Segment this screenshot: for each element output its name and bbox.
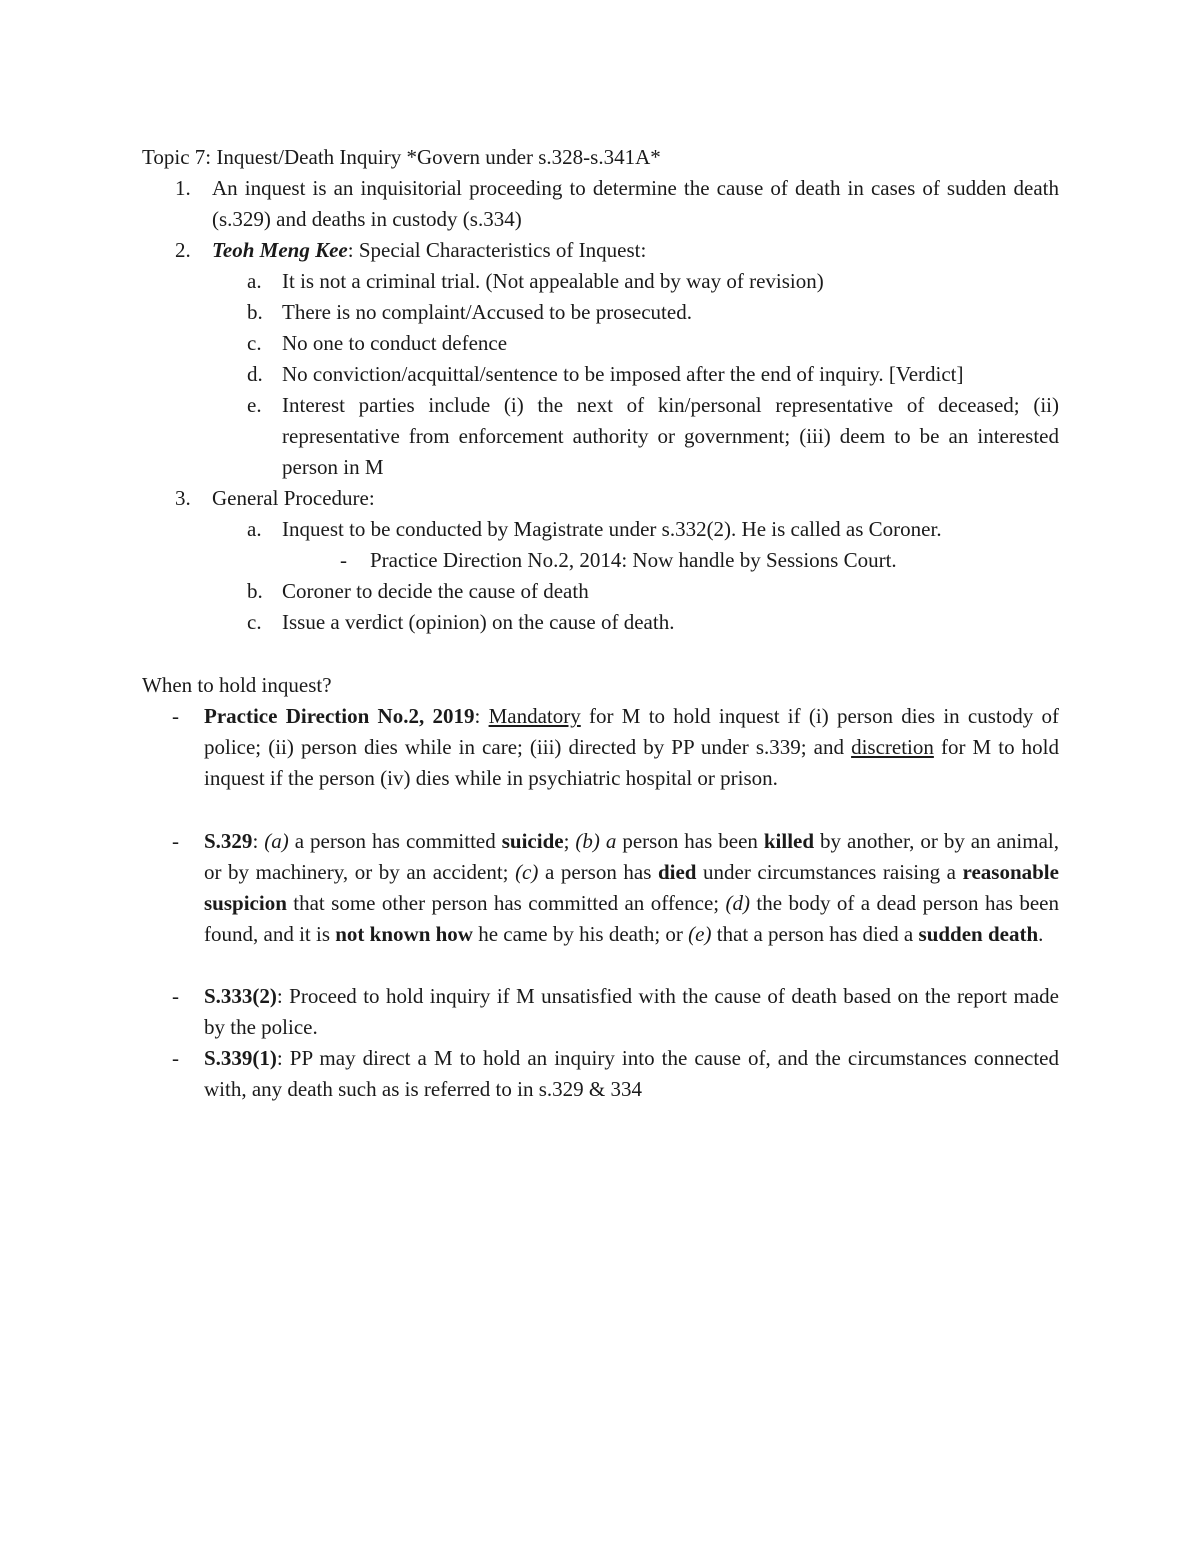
list-item-2-text	[212, 235, 1059, 266]
s329-text: .	[1038, 922, 1044, 946]
s329-text: person has been	[616, 829, 764, 853]
pd2019-text-1: for M to hold inquest if (i) person dies in custody of police; (ii) person dies while in care; (iii) directed by PP under s.339; and	[204, 704, 1059, 759]
sub-item-2b: There is no complaint/Accused to be prosecuted.	[282, 300, 692, 324]
s329-text: :	[252, 829, 265, 853]
clause-e: (e)	[688, 922, 712, 946]
sub-marker-2e: e.	[247, 393, 262, 417]
case-name: Teoh Meng Kee	[212, 238, 348, 262]
section-329	[204, 826, 1059, 950]
pd2019-text-2: for M to hold inquest if the person (iv) dies while in psychiatric hospital or prison.	[204, 735, 1060, 790]
sub-item-3b: Coroner to decide the cause of death	[282, 579, 589, 603]
s329-text: under circumstances raising a	[696, 860, 963, 884]
practice-direction-2019	[204, 701, 1059, 794]
sub-marker-2c: c.	[247, 331, 262, 355]
dash-marker-s333: -	[172, 984, 179, 1008]
sub-marker-2a: a.	[247, 269, 262, 293]
sub-item-2a: It is not a criminal trial. (Not appealable and by way of revision)	[282, 269, 824, 293]
sub-item-3c: Issue a verdict (opinion) on the cause of death.	[282, 610, 675, 634]
section-333-2	[204, 981, 1059, 1043]
discretion-term: discretion	[851, 735, 934, 759]
s329-text: he came by his death; or	[472, 922, 689, 946]
s329-text: ;	[563, 829, 576, 853]
list-item-2-rest: : Special Characteristics of Inquest:	[347, 238, 647, 262]
term-suicide: suicide	[501, 829, 564, 853]
s329-text: a person has committed	[288, 829, 502, 853]
sub-marker-3b: b.	[247, 579, 263, 603]
dash-marker-pd2019: -	[172, 704, 179, 728]
s333-label: S.333(2)	[204, 984, 277, 1008]
section-heading: When to hold inquest?	[142, 673, 332, 697]
s329-text: by another, or by an animal, or by machinery, or by an accident;	[204, 829, 1059, 884]
term-sudden-death: sudden death	[918, 922, 1039, 946]
dash-marker-s329: -	[172, 829, 179, 853]
clause-c: (c)	[515, 860, 539, 884]
mandatory-term: Mandatory	[488, 704, 581, 728]
s329-text: that some other person has committed an offence;	[286, 891, 726, 915]
term-killed: killed	[763, 829, 815, 853]
pd2019-colon: :	[474, 704, 489, 728]
clause-a: (a)	[264, 829, 289, 853]
list-number-2: 2.	[175, 238, 191, 262]
s329-text: a person has	[538, 860, 658, 884]
list-item-3-text: General Procedure:	[212, 486, 375, 510]
term-died: died	[657, 860, 697, 884]
list-number-3: 3.	[175, 486, 191, 510]
sub-item-2d: No conviction/acquittal/sentence to be imposed after the end of inquiry. [Verdict]	[282, 362, 964, 386]
list-item-1-text: An inquest is an inquisitorial proceeding to determine the cause of death in cases of sudden death (s.329) and deaths in custody (s.334)	[212, 176, 1059, 231]
s339-label: S.339(1)	[204, 1046, 277, 1070]
pd2019-label: Practice Direction No.2, 2019	[204, 704, 475, 728]
dash-marker-s339: -	[172, 1046, 179, 1070]
sub-item-2e: Interest parties include (i) the next of kin/personal representative of deceased; (ii) representative from enforcement authority or government; (iii) deem to be an interested person in M	[282, 393, 1059, 479]
clause-d: (d)	[725, 891, 751, 915]
sub-item-2c: No one to conduct defence	[282, 331, 508, 355]
dash-marker-pd2014: -	[340, 548, 347, 572]
sub-marker-3a: a.	[247, 517, 262, 541]
practice-direction-2014: Practice Direction No.2, 2014: Now handle by Sessions Court.	[370, 548, 897, 572]
sub-marker-2b: b.	[247, 300, 263, 324]
term-not-known-how: not known how	[335, 922, 473, 946]
section-339-1	[204, 1043, 1059, 1105]
page-title: Topic 7: Inquest/Death Inquiry *Govern under s.328-s.341A*	[142, 145, 661, 169]
term-reasonable-suspicion: reasonable suspicion	[204, 860, 1059, 915]
s329-text: that a person has died a	[711, 922, 919, 946]
sub-marker-2d: d.	[247, 362, 263, 386]
s329-text: the body of a dead person has been found, and it is	[204, 891, 1059, 946]
sub-item-3a: Inquest to be conducted by Magistrate under s.332(2). He is called as Coroner.	[282, 517, 942, 541]
s333-text: : Proceed to hold inquiry if M unsatisfied with the cause of death based on the report made by the police.	[204, 984, 1059, 1039]
sub-marker-3c: c.	[247, 610, 262, 634]
s329-label: S.329	[204, 829, 253, 853]
clause-b: (b) a	[575, 829, 617, 853]
list-number-1: 1.	[175, 176, 191, 200]
s339-text: : PP may direct a M to hold an inquiry into the cause of, and the circumstances connected with, any death such as is referred to in s.329 & 334	[204, 1046, 1059, 1101]
